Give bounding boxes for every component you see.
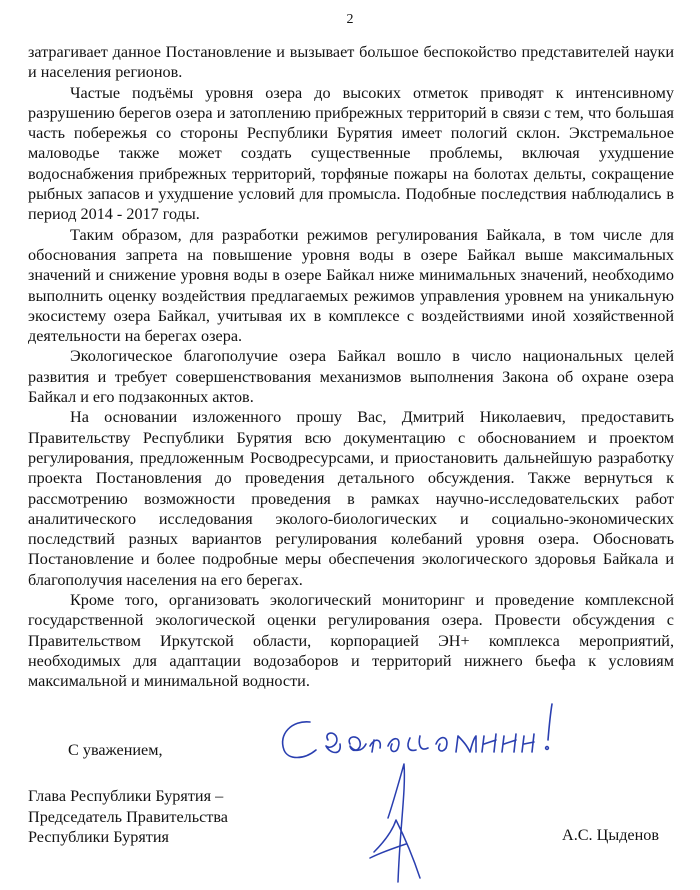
closing-phrase: С уважением, xyxy=(68,741,163,759)
paragraph-3: Таким образом, для разработки режимов регулирования Байкала, в том числе для обоснования запрета на повышение уровня воды в озере Байкал выше максимальных значений и снижение уровня воды в озере Байкал ниже минимальных значений, необходимо выполнить оценку воздействия предлагаемых режимов управления уровнем на уникальную экосистему озера Байкал, учитывая их в комплексе с воздействиями иной хозяйственной деятельности на берегах озера. xyxy=(28,225,674,346)
signatory-title xyxy=(28,786,228,848)
handwritten-greeting xyxy=(283,704,552,758)
paragraph-5: На основании изложенного прошу Вас, Дмитрий Николаевич, предоставить Правительству Республики Бурятия всю документацию с обоснованием и проектом регулирования, предложенным Росводресурсами, и приостановить дальнейшую разработку проекта Постановления до проведения детального обсуждения. Также вернуться к рассмотрению возможности проведения в рамках научно-исследовательских работ аналитического исследования эколого-биологических и социально-экономических последствий разных вариантов регулирования колебаний уровня озера. Обосновать Постановление и более подробные меры обеспечения экологического здоровья Байкала и благополучия населения на его берегах. xyxy=(28,408,674,589)
signer-name: А.С. Цыденов xyxy=(562,826,660,844)
handwritten-signature xyxy=(270,700,590,885)
paragraph-1: затрагивает данное Постановление и вызывает большое беспокойство представителей науки и населения регионов. xyxy=(28,43,674,82)
paragraph-4: Экологическое благополучие озера Байкал вошло в число национальных целей развития и требует совершенствования механизмов выполнения Закона об охране озера Байкал и его подзаконных актов. xyxy=(28,347,674,407)
signatory-line-2: Председатель Правительства xyxy=(28,807,228,826)
paragraph-6: Кроме того, организовать экологический мониторинг и проведение комплексной государственной экологической оценки регулирования озера. Провести обсуждения с Правительством Иркутской области, корпорацией ЭН+ комплекса мероприятий, необходимых для адаптации водозаборов и территорий нижнего бьефа к условиям максимальной и минимальной водности. xyxy=(28,591,674,691)
page-number: 2 xyxy=(346,12,354,27)
letter-body xyxy=(28,42,674,692)
signature-stroke xyxy=(370,764,420,882)
signatory-line-3: Республики Бурятия xyxy=(28,828,169,846)
signatory-line-1: Глава Республики Бурятия – xyxy=(28,787,224,805)
paragraph-2: Частые подъёмы уровня озера до высоких отметок приводят к интенсивному разрушению берегов озера и затоплению прибрежных территорий в связи с тем, что большая часть побережья со стороны Республики Бурятия имеет пологий склон. Экстремальное маловодье также может создать существенные проблемы, включая ухудшение водоснабжения прибрежных территорий, торфяные пожары на болотах дельты, сокращение рыбных запасов и ухудшение условий для промысла. Подобные последствия наблюдались в период 2014 - 2017 годы. xyxy=(28,83,674,224)
